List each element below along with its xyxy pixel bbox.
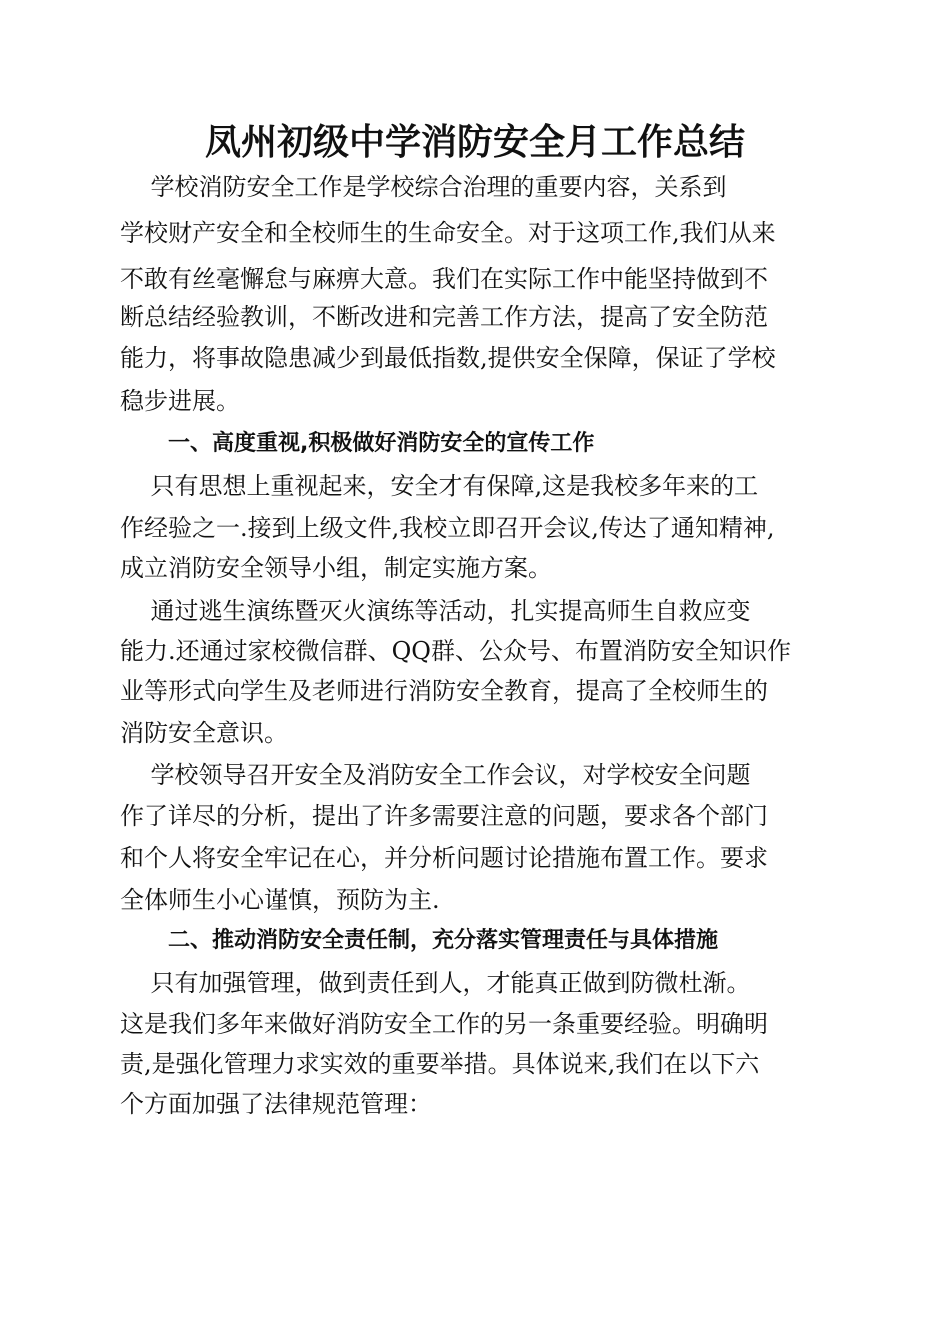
intro-line: 学校财产安全和全校师生的生命安全。对于这项工作,我们从来 bbox=[120, 219, 776, 247]
paragraph-line: 作经验之一.接到上级文件,我校立即召开会议,传达了通知精神, bbox=[120, 514, 775, 542]
section-heading: 一、高度重视,积极做好消防安全的宣传工作 bbox=[168, 431, 595, 456]
paragraph-line: 全体师生小心谨慎，预防为主. bbox=[120, 886, 440, 914]
intro-line: 断总结经验教训，不断改进和完善工作方法，提高了安全防范 bbox=[120, 303, 768, 331]
paragraph-line: 这是我们多年来做好消防安全工作的另一条重要经验。明确明 bbox=[120, 1010, 768, 1038]
paragraph-line: 只有思想上重视起来，安全才有保障,这是我校多年来的工 bbox=[120, 472, 759, 500]
intro-line: 稳步进展。 bbox=[120, 387, 240, 415]
paragraph-line: 成立消防安全领导小组，制定实施方案。 bbox=[120, 554, 552, 582]
paragraph-line: 个方面加强了法律规范管理： bbox=[120, 1090, 432, 1118]
intro-line: 能力，将事故隐患减少到最低指数,提供安全保障，保证了学校 bbox=[120, 344, 776, 372]
paragraph-line: 作了详尽的分析，提出了许多需要注意的问题，要求各个部门 bbox=[120, 802, 768, 830]
paragraph-line: 能力.还通过家校微信群、QQ群、公众号、布置消防安全知识作 bbox=[120, 637, 791, 665]
section-heading: 二、推动消防安全责任制，充分落实管理责任与具体措施 bbox=[168, 928, 719, 953]
paragraph-line: 通过逃生演练暨灭火演练等活动，扎实提高师生自救应变 bbox=[120, 597, 751, 625]
paragraph-line: 和个人将安全牢记在心，并分析问题讨论措施布置工作。要求 bbox=[120, 844, 768, 872]
paragraph-line: 业等形式向学生及老师进行消防安全教育，提高了全校师生的 bbox=[120, 677, 768, 705]
paragraph-line: 责,是强化管理力求实效的重要举措。具体说来,我们在以下六 bbox=[120, 1050, 760, 1078]
paragraph-line: 消防安全意识。 bbox=[120, 719, 288, 747]
intro-line: 不敢有丝毫懈怠与麻痹大意。我们在实际工作中能坚持做到不 bbox=[120, 265, 768, 293]
paragraph-line: 只有加强管理，做到责任到人，才能真正做到防微杜渐。 bbox=[120, 969, 751, 997]
paragraph-line: 学校领导召开安全及消防安全工作会议，对学校安全问题 bbox=[120, 761, 751, 789]
intro-line: 学校消防安全工作是学校综合治理的重要内容，关系到 bbox=[120, 173, 727, 201]
document-title: 凤州初级中学消防安全月工作总结 bbox=[204, 121, 745, 163]
